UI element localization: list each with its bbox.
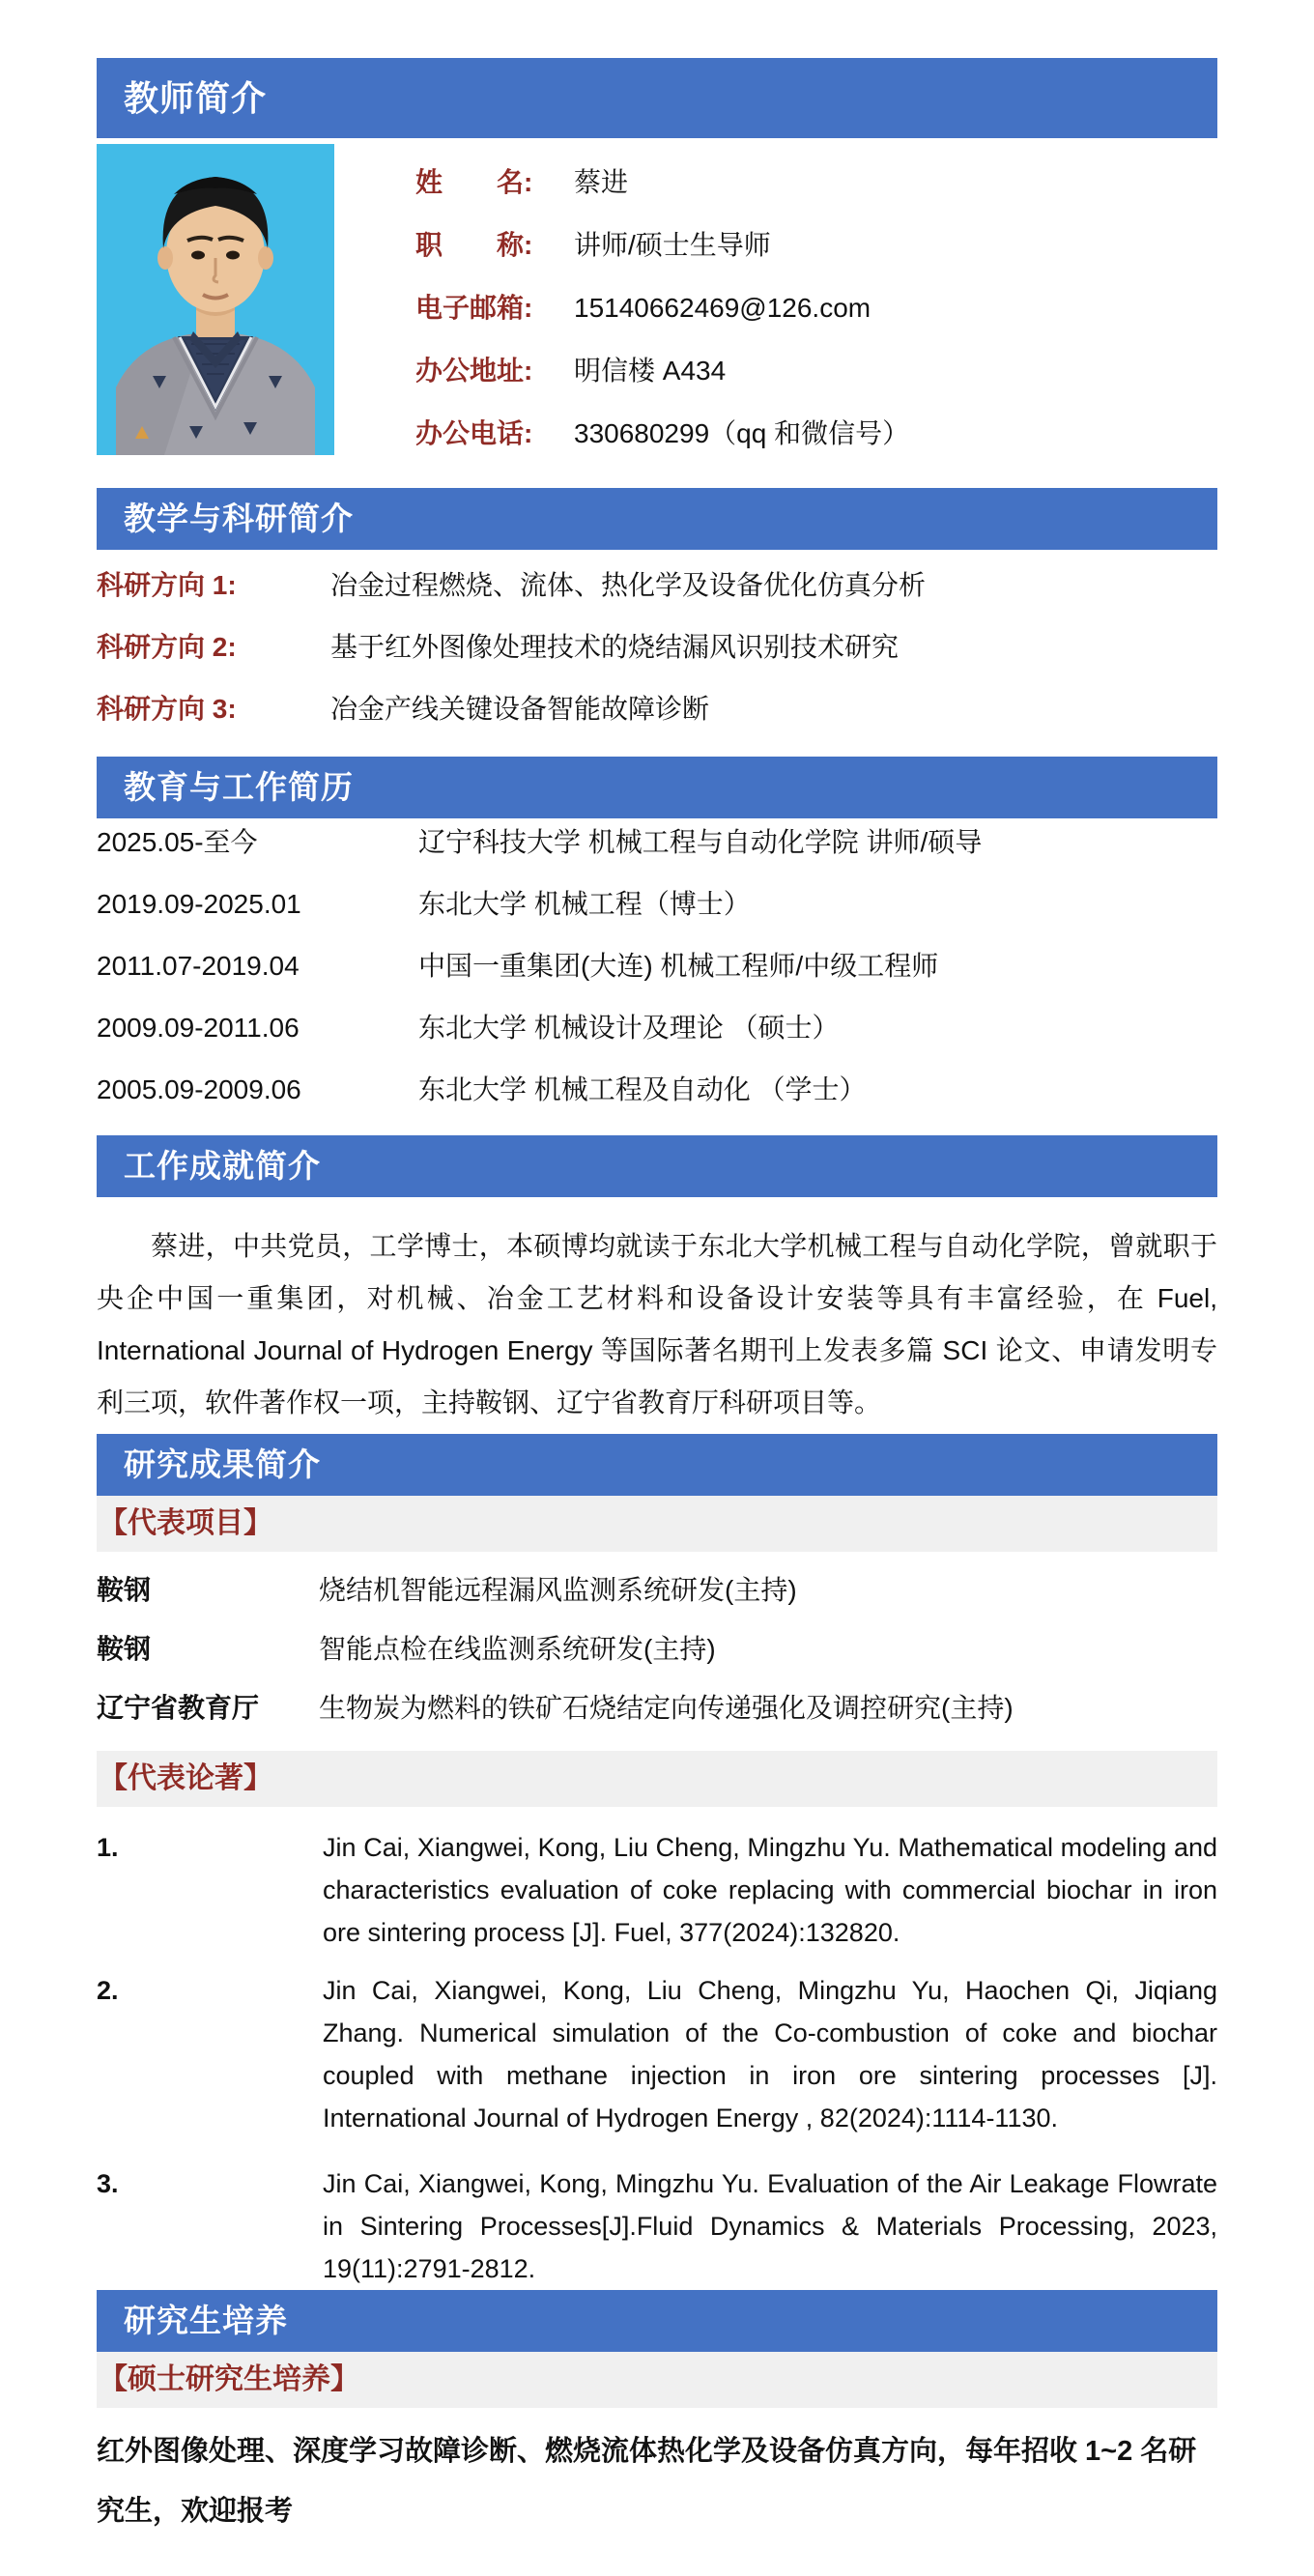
name-value: 蔡进 [574, 167, 629, 197]
info-row-office-phone [415, 418, 909, 449]
education-row-2-period: 2019.09-2025.01 [97, 889, 301, 919]
achievements-paragraph: 蔡进，中共党员，工学博士，本硕博均就读于东北大学机械工程与自动化学院，曾就职于央企中国一重集团，对机械、冶金工艺材料和设备设计安装等具有丰富经验，在 Fuel, International Journal of Hydrogen Energy 等国际著名期刊上发表多篇 SCI 论文、申请发明专利三项，软件著作权一项，主持鞍钢、辽宁省教育厅科研项目等。 [97, 1231, 1217, 1417]
graduate-header-band: 【硕士研究生培养】 [97, 2352, 1217, 2408]
education-row-1 [97, 826, 1217, 859]
project-row-3-sponsor: 辽宁省教育厅 [97, 1693, 260, 1723]
research-direction-1-text: 冶金过程燃烧、流体、热化学及设备优化仿真分析 [330, 570, 927, 600]
email-value: 15140662469@126.com [574, 293, 871, 323]
publication-1-number: 1. [97, 1833, 119, 1862]
title-value: 讲师/硕士生导师 [574, 230, 771, 260]
research-direction-3-label: 科研方向 3: [97, 694, 237, 724]
project-row-3-title: 生物炭为燃料的铁矿石烧结定向传递强化及调控研究(主持) [319, 1693, 1014, 1723]
education-row-3-period: 2011.07-2019.04 [97, 951, 300, 981]
info-row-office-address [415, 356, 909, 386]
office-address-value: 明信楼 A434 [574, 356, 727, 386]
publication-1-text: Jin Cai, Xiangwei, Kong, Liu Cheng, Mingzhu Yu. Mathematical modeling and characteristics evaluation of coke replacing with commercial biochar in iron ore sintering process [J]. Fuel, 377(2024):132820. [323, 1833, 1217, 1947]
education-row-1-detail: 辽宁科技大学 机械工程与自动化学院 讲师/硕导 [418, 827, 983, 857]
project-row-1-title: 烧结机智能远程漏风监测系统研发(主持) [319, 1575, 797, 1605]
publication-3-text: Jin Cai, Xiangwei, Kong, Mingzhu Yu. Evaluation of the Air Leakage Flowrate in Sintering Processes[J].Fluid Dynamics & Materials Processing, 2023, 19(11):2791-2812. [323, 2169, 1217, 2283]
graduate-recruitment-text: 红外图像处理、深度学习故障诊断、燃烧流体热化学及设备仿真方向，每年招收 1~2 名研究生，欢迎报考 [97, 2436, 1197, 2527]
research-direction-3 [97, 693, 1217, 726]
projects-header-band: 【代表项目】 [97, 1496, 1217, 1552]
publication-3 [97, 2162, 1217, 2290]
research-direction-2-label: 科研方向 2: [97, 632, 237, 662]
section-bar-research-results: 研究成果简介 [97, 1434, 1217, 1496]
research-direction-list [97, 569, 1217, 726]
info-row-email [415, 293, 909, 324]
publication-2 [97, 1969, 1217, 2139]
info-row-name [415, 167, 909, 198]
education-row-4-period: 2009.09-2011.06 [97, 1013, 300, 1043]
project-row-3 [97, 1692, 1217, 1725]
project-row-2 [97, 1633, 1217, 1666]
profile-block [97, 144, 1217, 481]
info-row-title [415, 230, 909, 261]
education-row-2 [97, 888, 1217, 921]
education-row-5 [97, 1073, 1217, 1106]
contact-info-list [415, 144, 909, 481]
project-row-2-sponsor: 鞍钢 [97, 1634, 152, 1664]
office-phone-label: 办公电话: [415, 418, 533, 448]
education-row-4 [97, 1012, 1217, 1045]
research-direction-2-text: 基于红外图像处理技术的烧结漏风识别技术研究 [330, 632, 900, 662]
education-row-5-detail: 东北大学 机械工程及自动化 （学士） [418, 1074, 867, 1104]
education-row-4-detail: 东北大学 机械设计及理论 （硕士） [418, 1013, 840, 1043]
publication-3-number: 3. [97, 2169, 119, 2198]
section-bar-graduate-training: 研究生培养 [97, 2290, 1217, 2352]
education-row-3-detail: 中国一重集团(大连) 机械工程师/中级工程师 [418, 951, 939, 981]
education-row-2-detail: 东北大学 机械工程（博士） [418, 889, 751, 919]
office-address-label: 办公地址: [415, 356, 533, 386]
project-row-1-sponsor: 鞍钢 [97, 1575, 152, 1605]
title-label: 职 称: [415, 230, 533, 260]
office-phone-value: 330680299（qq 和微信号） [574, 418, 910, 448]
research-direction-1 [97, 569, 1217, 602]
section-bar-teaching-research: 教学与科研简介 [97, 488, 1217, 550]
project-row-2-title: 智能点检在线监测系统研发(主持) [319, 1634, 716, 1664]
education-row-3 [97, 950, 1217, 983]
education-history-list [97, 826, 1217, 1106]
section-bar-achievements: 工作成就简介 [97, 1135, 1217, 1197]
section-bar-teacher-intro: 教师简介 [97, 58, 1217, 138]
research-direction-2 [97, 631, 1217, 664]
name-label: 姓 名: [415, 167, 533, 197]
research-direction-3-text: 冶金产线关键设备智能故障诊断 [330, 694, 710, 724]
publications-header-band: 【代表论著】 [97, 1751, 1217, 1807]
research-direction-1-label: 科研方向 1: [97, 570, 237, 600]
publication-2-text: Jin Cai, Xiangwei, Kong, Liu Cheng, Mingzhu Yu, Haochen Qi, Jiqiang Zhang. Numerical simulation of the Co-combustion of coke and biochar coupled with methane injection in iron ore sintering processes [J]. International Journal of Hydrogen Energy , 82(2024):1114-1130. [323, 1976, 1217, 2132]
publication-2-number: 2. [97, 1976, 119, 2005]
education-row-5-period: 2005.09-2009.06 [97, 1074, 301, 1104]
profile-photo [97, 144, 334, 455]
project-row-1 [97, 1574, 1217, 1607]
email-label: 电子邮箱: [415, 293, 533, 323]
project-list [97, 1574, 1217, 1725]
publication-1 [97, 1826, 1217, 1954]
education-row-1-period: 2025.05-至今 [97, 827, 258, 857]
section-bar-education-work: 教育与工作简历 [97, 757, 1217, 818]
